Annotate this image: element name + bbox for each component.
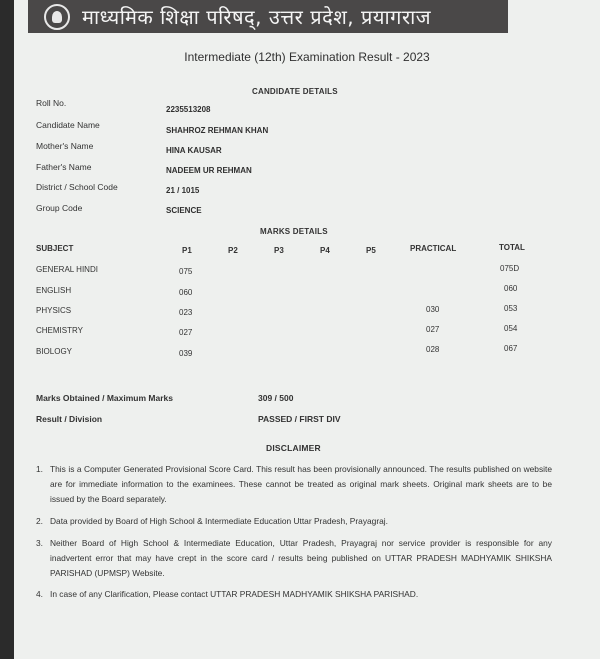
disclaimer-item: [36, 536, 552, 581]
total-cell: 067: [504, 344, 518, 353]
disclaimer-text: Neither Board of High School & Intermediate Education, Uttar Pradesh, Prayagraj nor service provider is responsible for any inadvertent error that may have crept in the score card / results being published on UTTAR PRADESH MADHYAMIK SHIKSHA PARISHAD (UPMSP) Website.: [50, 538, 552, 578]
total-cell: 053: [504, 304, 518, 313]
p1-cell: 027: [179, 328, 193, 337]
subject-cell: GENERAL HINDI: [36, 265, 98, 274]
disclaimer-text: Data provided by Board of High School & Intermediate Education Uttar Pradesh, Prayagraj.: [50, 516, 388, 526]
board-banner: [28, 0, 508, 33]
p1-cell: 060: [179, 288, 193, 297]
candidate-details-title: CANDIDATE DETAILS: [252, 87, 338, 96]
total-cell: 054: [504, 324, 518, 333]
mother-name-label: Mother's Name: [36, 141, 94, 151]
score-card: [14, 0, 600, 659]
practical-cell: 027: [426, 325, 440, 334]
marks-obtained-label: Marks Obtained / Maximum Marks: [36, 393, 173, 403]
disclaimer-item: [36, 587, 552, 602]
header-practical: PRACTICAL: [410, 244, 457, 253]
p1-cell: 075: [179, 267, 193, 276]
marks-details-title: MARKS DETAILS: [260, 227, 328, 236]
total-cell: 075D: [500, 264, 520, 273]
header-p5: P5: [366, 246, 376, 255]
header-p1: P1: [182, 246, 192, 255]
subject-cell: CHEMISTRY: [36, 326, 83, 335]
up-emblem-icon: [44, 4, 70, 30]
disclaimer-number: 2.: [36, 516, 43, 526]
total-cell: 060: [504, 284, 518, 293]
district-school-code-label: District / School Code: [36, 182, 118, 192]
disclaimer-text: In case of any Clarification, Please contact UTTAR PRADESH MADHYAMIK SHIKSHA PARISHAD.: [50, 589, 419, 599]
mother-name-value: HINA KAUSAR: [166, 146, 222, 155]
subject-cell: PHYSICS: [36, 306, 72, 315]
marks-obtained-value: 309 / 500: [258, 393, 294, 403]
board-name: माध्यमिक शिक्षा परिषद्, उत्तर प्रदेश, प्रयागराज: [82, 5, 432, 29]
subject-cell: BIOLOGY: [36, 347, 73, 356]
father-name-value: NADEEM UR REHMAN: [166, 166, 252, 175]
result-division-value: PASSED / FIRST DIV: [258, 414, 341, 424]
group-code-value: SCIENCE: [166, 206, 202, 215]
p1-cell: 039: [179, 349, 193, 358]
disclaimer-item: [36, 462, 552, 507]
p1-cell: 023: [179, 308, 193, 317]
header-total: TOTAL: [499, 243, 525, 252]
exam-title: Intermediate (12th) Examination Result - 2023: [184, 50, 430, 64]
roll-no-label: Roll No.: [36, 98, 67, 108]
practical-cell: 030: [426, 305, 440, 314]
disclaimer-title: DISCLAIMER: [266, 443, 321, 453]
result-division-label: Result / Division: [36, 414, 103, 424]
header-p2: P2: [228, 246, 238, 255]
disclaimer-number: 3.: [36, 538, 43, 548]
father-name-label: Father's Name: [36, 162, 92, 172]
header-subject: SUBJECT: [36, 244, 74, 253]
disclaimer-number: 1.: [36, 464, 43, 474]
group-code-label: Group Code: [36, 203, 83, 213]
disclaimer-text: This is a Computer Generated Provisional Score Card. This result has been provisionally announced. The results published on website are for immediate information to the examinees. These cannot be treated as original mark sheets. Original mark sheets are to be issued by the Board separately.: [50, 464, 552, 504]
roll-no-value: 2235513208: [166, 105, 211, 114]
candidate-name-label: Candidate Name: [36, 120, 100, 130]
practical-cell: 028: [426, 345, 440, 354]
header-p3: P3: [274, 246, 284, 255]
disclaimer-number: 4.: [36, 589, 43, 599]
subject-cell: ENGLISH: [36, 286, 72, 295]
header-p4: P4: [320, 246, 330, 255]
disclaimer-item: [36, 514, 552, 529]
candidate-name-value: SHAHROZ REHMAN KHAN: [166, 126, 269, 135]
district-school-code-value: 21 / 1015: [166, 186, 200, 195]
